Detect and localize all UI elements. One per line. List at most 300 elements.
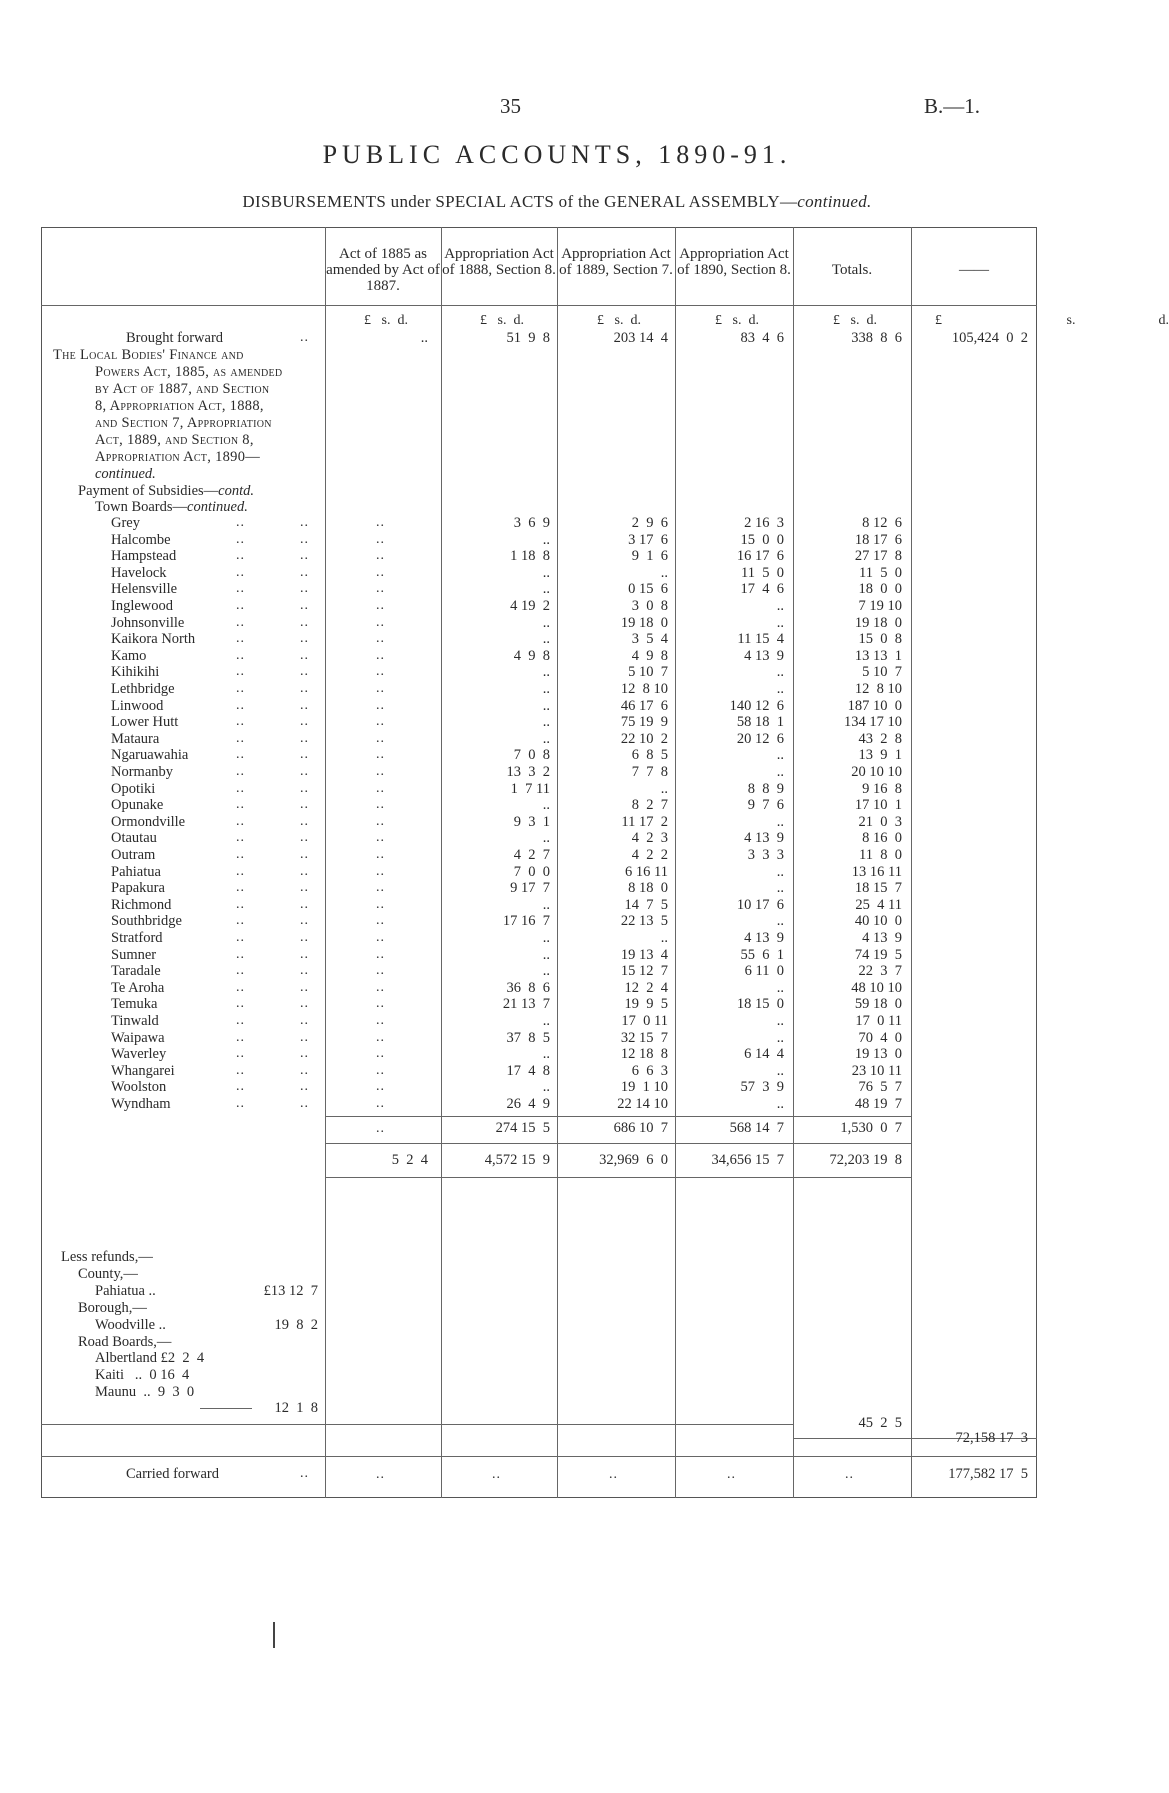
leader-dots: ..: [236, 980, 245, 995]
leader-dots: ..: [236, 764, 245, 779]
act-1890-value: 8 8 9: [747, 781, 784, 797]
town-board-name: Grey: [111, 515, 140, 531]
leader-dots: ..: [300, 1466, 309, 1481]
act-1888-value: 9 3 1: [513, 814, 550, 830]
row-total-value: 22 3 7: [858, 963, 902, 979]
town-board-name: Kaikora North: [111, 631, 196, 647]
borough-label: Borough,—: [78, 1300, 147, 1316]
leader-dots: ..: [300, 847, 309, 862]
carried-rule: [41, 1456, 1037, 1457]
act-1890-value: ..: [776, 1063, 784, 1079]
row-total-value: 17 10 1: [854, 797, 902, 813]
leader-dots: ..: [300, 664, 309, 679]
row-total-value: 134 17 10: [844, 714, 902, 730]
town-board-name: Kihikihi: [111, 664, 160, 680]
act-1885-value: ..: [376, 631, 385, 646]
leader-dots: ..: [236, 847, 245, 862]
column-divider: [441, 227, 442, 1498]
unit-label: £ s. d.: [833, 313, 877, 328]
leader-dots: ..: [236, 1079, 245, 1094]
act-1889-value: 12 8 10: [620, 681, 668, 697]
cf-1888: ..: [492, 1467, 501, 1482]
act-1889-value: 4 2 3: [631, 830, 668, 846]
net-total: 72,158 17 3: [955, 1430, 1028, 1446]
act-1885-value: ..: [376, 1063, 385, 1078]
act-1889-value: 9 1 6: [631, 548, 668, 564]
act-1890-value: ..: [776, 913, 784, 929]
carried-forward-total: 177,582 17 5: [948, 1466, 1028, 1482]
town-board-name: Lower Hutt: [111, 714, 179, 730]
leader-dots: ..: [300, 781, 309, 796]
leader-dots: ..: [236, 897, 245, 912]
act-title-line: The Local Bodies' Finance and: [53, 347, 244, 363]
unit-label: £ s. d.: [597, 313, 641, 328]
act-1885-value: ..: [376, 996, 385, 1011]
act-1885-value: ..: [376, 1096, 385, 1111]
column-divider: [557, 227, 558, 1498]
leader-dots: ..: [236, 631, 245, 646]
carried-forward-label: Carried forward: [126, 1466, 219, 1482]
act-1885-value: ..: [376, 880, 385, 895]
act-1888-value: ..: [542, 1013, 550, 1029]
act-1888-value: ..: [542, 664, 550, 680]
cf-1890: ..: [727, 1467, 736, 1482]
leader-dots: ..: [300, 947, 309, 962]
road-board-item: Kaiti .. 0 16 4: [95, 1367, 190, 1383]
leader-dots: ..: [300, 747, 309, 762]
act-1888-value: 17 4 8: [506, 1063, 550, 1079]
town-board-name: Pahiatua: [111, 864, 161, 880]
act-1889-value: 11 17 2: [621, 814, 668, 830]
act-1889-value: 19 1 10: [620, 1079, 668, 1095]
act-title-line: Powers Act, 1885, as amended: [95, 364, 283, 380]
grand-1888: 4,572 15 9: [484, 1152, 550, 1168]
act-1888-value: ..: [542, 947, 550, 963]
county-item: Pahiatua ..: [95, 1283, 156, 1299]
cf-1889: ..: [609, 1467, 618, 1482]
row-total-value: 7 19 10: [858, 598, 902, 614]
act-1890-value: ..: [776, 747, 784, 763]
act-1890-value: 140 12 6: [729, 698, 784, 714]
act-1890-value: ..: [776, 980, 784, 996]
act-1885-value: ..: [376, 847, 385, 862]
act-1888-value: 4 9 8: [513, 648, 550, 664]
act-1885-value: ..: [376, 532, 385, 547]
town-board-name: Waipawa: [111, 1030, 165, 1046]
county-amount: £13 12 7: [263, 1283, 318, 1299]
act-1888-value: ..: [542, 681, 550, 697]
leader-dots: ..: [300, 864, 309, 879]
town-board-name: Wyndham: [111, 1096, 171, 1112]
act-1888-value: 7 0 0: [513, 864, 550, 880]
act-1889-value: 19 9 5: [624, 996, 668, 1012]
act-title-line: Act, 1889, and Section 8,: [95, 432, 254, 448]
row-total-value: 12 8 10: [854, 681, 902, 697]
town-board-name: Richmond: [111, 897, 172, 913]
act-1890-value: ..: [776, 764, 784, 780]
column-divider: [675, 227, 676, 1498]
town-board-name: Helensville: [111, 581, 178, 597]
act-1888-value: ..: [542, 698, 550, 714]
act-1889-value: 22 14 10: [617, 1096, 668, 1112]
town-board-name: Outram: [111, 847, 156, 863]
town-board-name: Havelock: [111, 565, 167, 581]
act-1888-value: 36 8 6: [506, 980, 550, 996]
act-1890-value: 15 0 0: [740, 532, 784, 548]
act-1890-value: 11 15 4: [737, 631, 784, 647]
unit-label: £ s. d.: [715, 313, 759, 328]
margin-mark: [273, 1622, 275, 1648]
leader-dots: ..: [300, 1030, 309, 1045]
act-1889-value: 12 2 4: [624, 980, 668, 996]
row-total-value: 76 5 7: [858, 1079, 902, 1095]
brought-forward-label: Brought forward: [126, 330, 224, 346]
act-1889-value: 3 0 8: [631, 598, 668, 614]
act-1889-value: 22 13 5: [620, 913, 668, 929]
town-board-name: Whangarei: [111, 1063, 175, 1079]
act-1885-value: ..: [376, 947, 385, 962]
act-1888-value: 13 3 2: [506, 764, 550, 780]
leader-dots: ..: [300, 897, 309, 912]
leader-dots: ..: [300, 714, 309, 729]
unit-label: £ s. d.: [480, 313, 524, 328]
act-1890-value: ..: [776, 1096, 784, 1112]
road-board-item: Albertland £2 2 4: [95, 1350, 205, 1366]
town-board-name: Otautau: [111, 830, 157, 846]
act-1885-value: ..: [376, 797, 385, 812]
act-1889-value: 7 7 8: [631, 764, 668, 780]
act-1890-value: 16 17 6: [736, 548, 784, 564]
row-total-value: 11 8 0: [859, 847, 902, 863]
town-board-name: Lethbridge: [111, 681, 175, 697]
act-1889-value: 5 10 7: [628, 664, 668, 680]
act-1889-value: 32 15 7: [620, 1030, 668, 1046]
act-1890-value: ..: [776, 681, 784, 697]
grand-1890: 34,656 15 7: [711, 1152, 784, 1168]
town-board-name: Tinwald: [111, 1013, 159, 1029]
leader-dots: ..: [300, 532, 309, 547]
row-total-value: 18 17 6: [854, 532, 902, 548]
act-1889-value: 22 10 2: [620, 731, 668, 747]
act-1890-value: ..: [776, 1013, 784, 1029]
act-1888-value: 4 2 7: [513, 847, 550, 863]
refund-rule: [41, 1424, 793, 1425]
subtotal-1890: 568 14 7: [729, 1120, 784, 1136]
act-1885-value: ..: [376, 548, 385, 563]
act-1885-value: ..: [376, 764, 385, 779]
row-total-value: 25 4 11: [855, 897, 902, 913]
act-1890-value: 4 13 9: [744, 648, 784, 664]
subtotal-1888: 274 15 5: [495, 1120, 550, 1136]
act-1885-value: ..: [376, 664, 385, 679]
header-act-1885: Act of 1885 as amended by Act of 1887.: [326, 246, 440, 294]
refund-total: 45 2 5: [858, 1415, 902, 1431]
town-board-name: Woolston: [111, 1079, 167, 1095]
act-1889-value: 12 18 8: [620, 1046, 668, 1062]
act-1888-value: ..: [542, 631, 550, 647]
row-total-value: 8 12 6: [862, 515, 902, 531]
act-1889-value: 2 9 6: [631, 515, 668, 531]
header-blank: ——: [959, 262, 989, 278]
act-1890-value: 57 3 9: [740, 1079, 784, 1095]
act-1885-value: ..: [376, 1046, 385, 1061]
header-act-1888: Appropriation Act of 1888, Section 8.: [442, 246, 556, 278]
act-1889-value: 3 17 6: [628, 532, 668, 548]
act-continued: continued.: [95, 466, 156, 482]
leader-dots: ..: [300, 548, 309, 563]
leader-dots: ..: [236, 1046, 245, 1061]
leader-dots: ..: [236, 913, 245, 928]
act-1889-value: 6 6 3: [631, 1063, 668, 1079]
act-1890-value: 55 6 1: [740, 947, 784, 963]
payment-contd: contd.: [218, 483, 255, 499]
town-board-name: Linwood: [111, 698, 164, 714]
bf-1889: 203 14 4: [613, 330, 668, 346]
unit-label: £ s. d.: [935, 313, 1169, 328]
row-total-value: 13 13 1: [854, 648, 902, 664]
leader-dots: ..: [236, 565, 245, 580]
leader-dots: ..: [236, 747, 245, 762]
leader-dots: ..: [236, 930, 245, 945]
leader-dots: ..: [236, 996, 245, 1011]
act-1890-value: 6 11 0: [744, 963, 784, 979]
page-title: PUBLIC ACCOUNTS, 1890-91.: [322, 140, 792, 169]
act-1888-value: 9 17 7: [510, 880, 550, 896]
act-1888-value: ..: [542, 615, 550, 631]
header-act-1890: Appropriation Act of 1890, Section 8.: [677, 246, 791, 278]
leader-dots: ..: [236, 714, 245, 729]
leader-dots: ..: [300, 698, 309, 713]
column-divider: [911, 227, 912, 1498]
row-total-value: 4 13 9: [862, 930, 902, 946]
act-1888-value: ..: [542, 897, 550, 913]
town-board-name: Te Aroha: [111, 980, 165, 996]
leader-dots: ..: [236, 615, 245, 630]
grand-total: 72,203 19 8: [829, 1152, 902, 1168]
act-1888-value: ..: [542, 714, 550, 730]
town-board-name: Stratford: [111, 930, 163, 946]
column-divider: [793, 227, 794, 1498]
row-total-value: 17 0 11: [855, 1013, 902, 1029]
road-total-rule: [200, 1408, 252, 1409]
town-board-name: Hampstead: [111, 548, 177, 564]
row-total-value: 20 10 10: [851, 764, 902, 780]
subtotal-1889: 686 10 7: [613, 1120, 668, 1136]
act-1890-value: 10 17 6: [736, 897, 784, 913]
row-total-value: 5 10 7: [862, 664, 902, 680]
act-1885-value: ..: [376, 1030, 385, 1045]
leader-dots: ..: [300, 515, 309, 530]
header-totals: Totals.: [831, 262, 873, 278]
leader-dots: ..: [236, 864, 245, 879]
row-total-value: 13 9 1: [858, 747, 902, 763]
borough-amount: 19 8 2: [274, 1317, 318, 1333]
act-1888-value: ..: [542, 963, 550, 979]
header-rule: [41, 305, 1037, 306]
act-title-line: and Section 7, Appropriation: [95, 415, 272, 431]
leader-dots: ..: [300, 980, 309, 995]
act-1890-value: 18 15 0: [736, 996, 784, 1012]
act-1885-value: ..: [376, 747, 385, 762]
act-1888-value: ..: [542, 1079, 550, 1095]
act-1890-value: 4 13 9: [744, 930, 784, 946]
leader-dots: ..: [300, 681, 309, 696]
act-1885-value: ..: [376, 814, 385, 829]
row-total-value: 23 10 11: [851, 1063, 902, 1079]
row-total-value: 187 10 0: [847, 698, 902, 714]
act-1888-value: 7 0 8: [513, 747, 550, 763]
act-1885-value: ..: [376, 565, 385, 580]
leader-dots: ..: [300, 830, 309, 845]
act-1889-value: 3 5 4: [631, 631, 668, 647]
act-1889-value: 19 13 4: [620, 947, 668, 963]
leader-dots: ..: [300, 880, 309, 895]
act-1885-value: ..: [376, 864, 385, 879]
row-total-value: 40 10 0: [854, 913, 902, 929]
act-1888-value: 4 19 2: [510, 598, 550, 614]
town-boards-contd: continued.: [187, 499, 248, 515]
row-total-value: 8 16 0: [862, 830, 902, 846]
act-1890-value: 9 7 6: [747, 797, 784, 813]
row-total-value: 70 4 0: [858, 1030, 902, 1046]
act-1889-value: ..: [660, 781, 668, 797]
act-1889-value: 4 9 8: [631, 648, 668, 664]
act-1889-value: 15 12 7: [620, 963, 668, 979]
row-total-value: 59 18 0: [854, 996, 902, 1012]
unit-label: £ s. d.: [364, 313, 408, 328]
act-1885-value: ..: [376, 781, 385, 796]
grand-1885: 5 2 4: [391, 1152, 428, 1168]
cf-1885: ..: [376, 1467, 385, 1482]
town-board-name: Temuka: [111, 996, 158, 1012]
leader-dots: ..: [300, 598, 309, 613]
town-board-name: Southbridge: [111, 913, 182, 929]
row-total-value: 15 0 8: [858, 631, 902, 647]
grand-1889: 32,969 6 0: [599, 1152, 668, 1168]
leader-dots: ..: [236, 731, 245, 746]
page-number: 35: [500, 94, 521, 118]
leader-dots: ..: [236, 581, 245, 596]
page-subtitle: [0, 192, 1114, 212]
act-1885-value: ..: [376, 714, 385, 729]
act-1889-value: 75 19 9: [620, 714, 668, 730]
act-1885-value: ..: [376, 963, 385, 978]
leader-dots: ..: [300, 814, 309, 829]
act-1889-value: ..: [660, 565, 668, 581]
town-board-name: Waverley: [111, 1046, 167, 1062]
leader-dots: ..: [300, 731, 309, 746]
act-1889-value: 8 18 0: [628, 880, 668, 896]
town-boards-label: Town Boards—: [95, 499, 188, 515]
act-1885-value: ..: [376, 731, 385, 746]
road-boards-label: Road Boards,—: [78, 1334, 172, 1350]
act-1890-value: ..: [776, 664, 784, 680]
act-1890-value: 17 4 6: [740, 581, 784, 597]
row-total-value: 18 0 0: [858, 581, 902, 597]
payment-label: Payment of Subsidies—: [78, 483, 219, 499]
header-act-1889: Appropriation Act of 1889, Section 7.: [559, 246, 673, 278]
town-board-name: Sumner: [111, 947, 157, 963]
leader-dots: ..: [236, 781, 245, 796]
leader-dots: ..: [300, 1046, 309, 1061]
act-1889-value: 0 15 6: [628, 581, 668, 597]
leader-dots: ..: [236, 830, 245, 845]
act-1890-value: 3 3 3: [747, 847, 784, 863]
act-1888-value: ..: [542, 581, 550, 597]
cf-totals: ..: [845, 1467, 854, 1482]
act-1889-value: ..: [660, 930, 668, 946]
row-total-value: 18 15 7: [854, 880, 902, 896]
leader-dots: ..: [300, 764, 309, 779]
act-1885-value: ..: [376, 648, 385, 663]
subtotal-1885: ..: [376, 1121, 385, 1136]
leader-dots: ..: [300, 1063, 309, 1078]
county-label: County,—: [78, 1266, 138, 1282]
act-1888-value: 26 4 9: [506, 1096, 550, 1112]
row-total-value: 9 16 8: [862, 781, 902, 797]
row-total-value: 19 13 0: [854, 1046, 902, 1062]
leader-dots: ..: [300, 913, 309, 928]
subtitle-text: DISBURSEMENTS under SPECIAL ACTS of the GENERAL ASSEMBLY—: [242, 192, 798, 211]
leader-dots: ..: [236, 548, 245, 563]
payment-of-subsidies: [78, 483, 254, 500]
town-board-name: Ngaruawahia: [111, 747, 189, 763]
act-1890-value: ..: [776, 864, 784, 880]
act-1888-value: ..: [542, 565, 550, 581]
act-1889-value: 14 7 5: [624, 897, 668, 913]
leader-dots: ..: [236, 947, 245, 962]
town-board-name: Opotiki: [111, 781, 156, 797]
refunds-label: Less refunds,—: [61, 1249, 153, 1265]
act-1888-value: ..: [542, 797, 550, 813]
row-total-value: 21 0 3: [858, 814, 902, 830]
act-1888-value: 17 16 7: [502, 913, 550, 929]
leader-dots: ..: [236, 963, 245, 978]
town-board-name: Ormondville: [111, 814, 186, 830]
act-1890-value: 4 13 9: [744, 830, 784, 846]
road-board-item: Maunu .. 9 3 0: [95, 1384, 195, 1400]
act-1885-value: ..: [376, 1079, 385, 1094]
leader-dots: ..: [300, 631, 309, 646]
row-total-value: 48 19 7: [854, 1096, 902, 1112]
leader-dots: ..: [300, 797, 309, 812]
leader-dots: ..: [236, 515, 245, 530]
column-divider: [325, 227, 326, 1498]
act-1889-value: 6 16 11: [625, 864, 668, 880]
bf-1890: 83 4 6: [740, 330, 784, 346]
leader-dots: ..: [300, 930, 309, 945]
row-total-value: 13 16 11: [851, 864, 902, 880]
leader-dots: ..: [300, 963, 309, 978]
bf-1885: ..: [420, 330, 428, 346]
road-total: 12 1 8: [274, 1400, 318, 1416]
act-1885-value: ..: [376, 1013, 385, 1028]
leader-dots: ..: [300, 1096, 309, 1111]
subtotal-rule: [326, 1116, 911, 1117]
act-1889-value: 19 18 0: [620, 615, 668, 631]
town-board-name: Halcombe: [111, 532, 171, 548]
act-1890-value: ..: [776, 880, 784, 896]
act-1888-value: 3 6 9: [513, 515, 550, 531]
act-title-line: Appropriation Act, 1890—: [95, 449, 261, 465]
town-board-name: Inglewood: [111, 598, 174, 614]
act-1885-value: ..: [376, 830, 385, 845]
act-1890-value: ..: [776, 1030, 784, 1046]
leader-dots: ..: [300, 996, 309, 1011]
act-1888-value: 1 7 11: [510, 781, 550, 797]
bf-total: 338 8 6: [851, 330, 902, 346]
leader-dots: ..: [236, 1063, 245, 1078]
